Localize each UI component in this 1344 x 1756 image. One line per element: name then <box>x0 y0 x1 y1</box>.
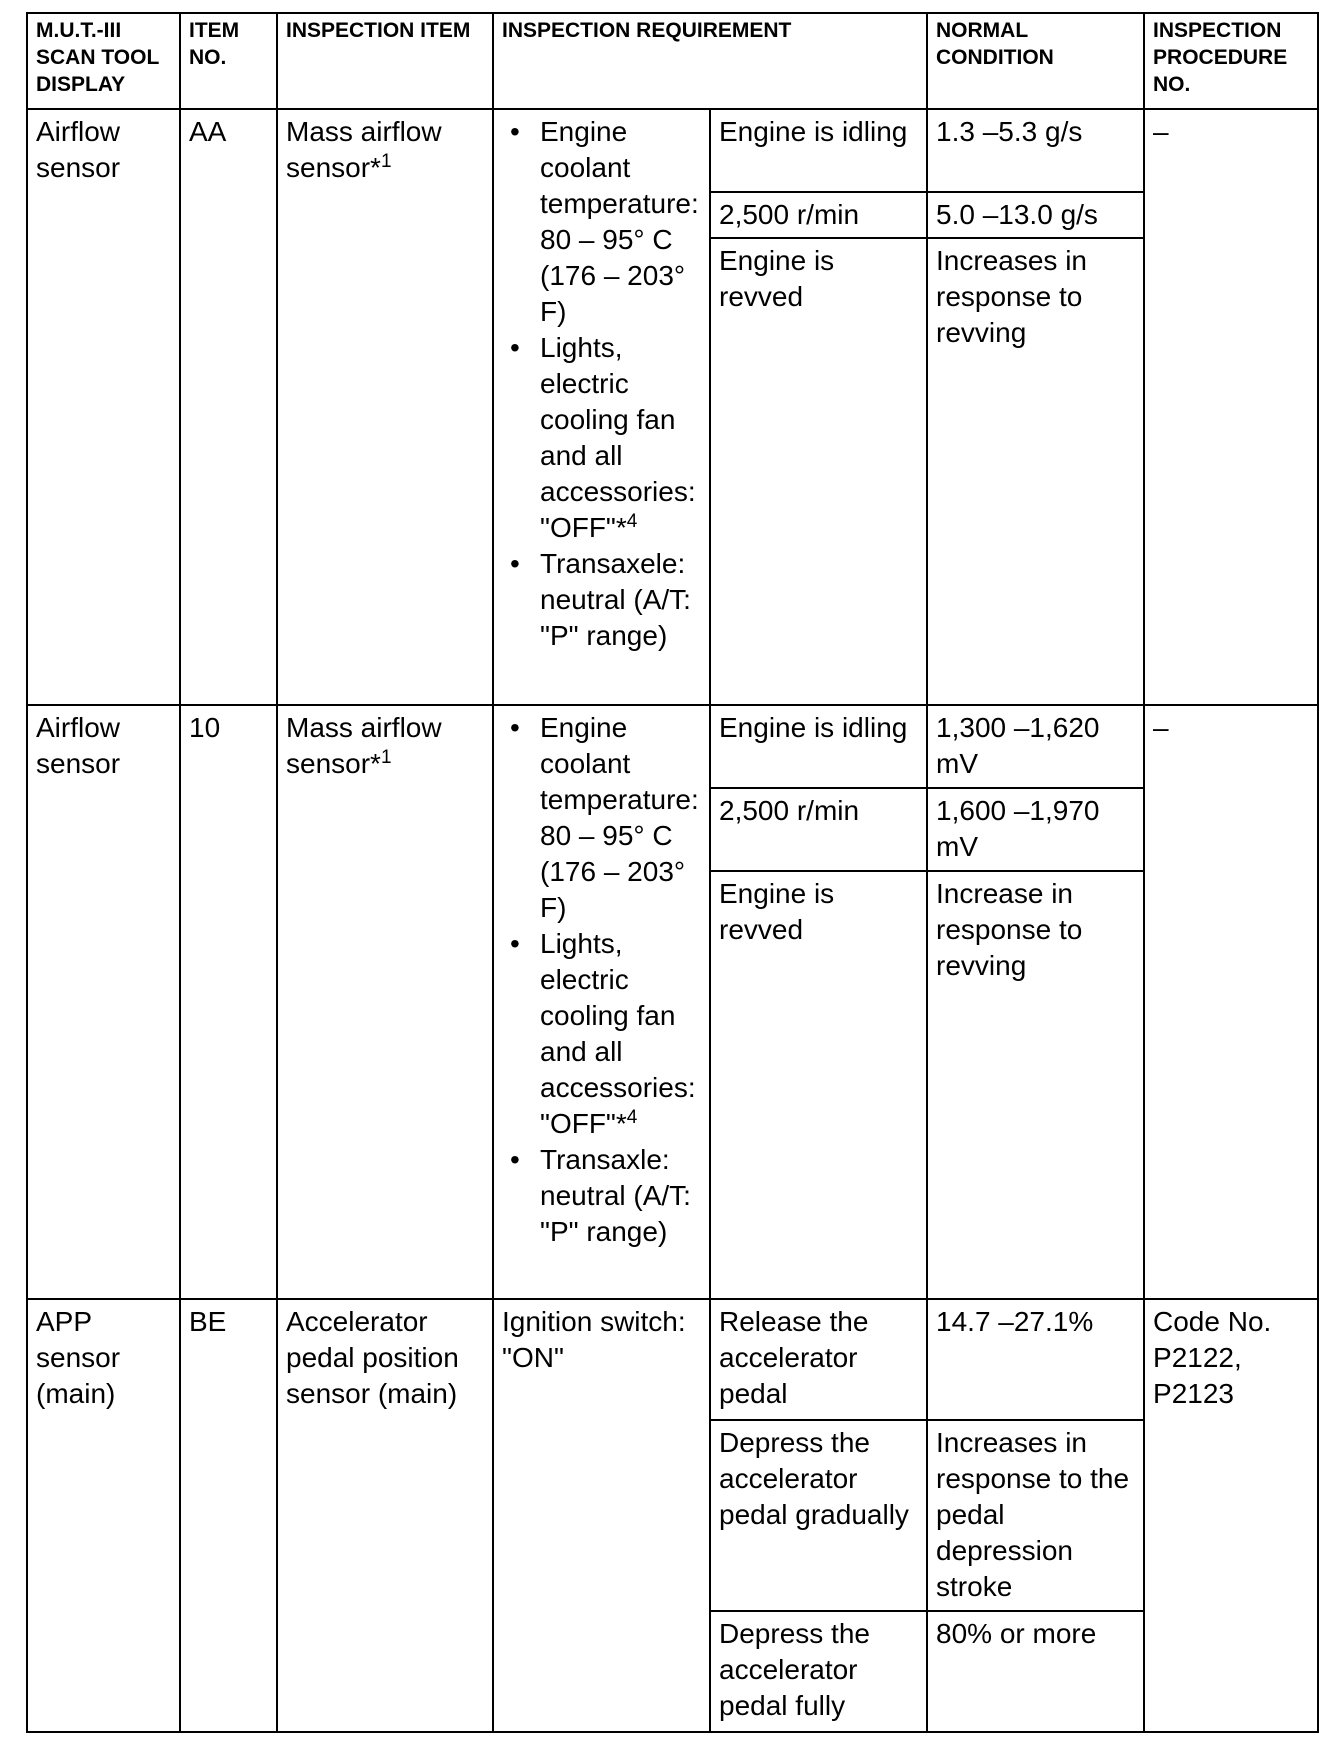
list-item: • Engine coolant temperature: 80 – 95° C (176 – 203° F) <box>540 710 701 926</box>
normal-condition-cell: 80% or more <box>927 1611 1144 1732</box>
list-item: • Transaxle: neutral (A/T: "P" range) <box>540 1142 701 1250</box>
footnote-ref: 1 <box>380 151 392 172</box>
inspection-item-text: Mass airflow sensor* <box>286 712 442 779</box>
inspection-item-cell <box>277 705 493 1299</box>
requirement-step-cell: Release the accelerator pedal <box>710 1299 927 1420</box>
normal-condition-cell: 1.3 –5.3 g/s <box>927 109 1144 192</box>
item-no-cell: 10 <box>180 705 277 1299</box>
list-item-text: Lights, electric cooling fan and all accessories: "OFF"* <box>540 332 696 543</box>
condition-list <box>502 710 701 1250</box>
procedure-cell: – <box>1144 705 1318 1299</box>
header-display: M.U.T.-III SCAN TOOL DISPLAY <box>27 13 180 109</box>
list-item: • Engine coolant temperature: 80 – 95° C (176 – 203° F) <box>540 114 701 330</box>
item-no-cell: AA <box>180 109 277 705</box>
procedure-cell: Code No. P2122, P2123 <box>1144 1299 1318 1732</box>
procedure-cell: – <box>1144 109 1318 705</box>
normal-condition-cell: 14.7 –27.1% <box>927 1299 1144 1420</box>
item-no-cell: BE <box>180 1299 277 1732</box>
header-row <box>27 13 1318 109</box>
requirement-conditions-cell <box>493 705 710 1299</box>
header-procedure-no: INSPECTION PROCEDURE NO. <box>1144 13 1318 109</box>
requirement-step-cell: Engine is idling <box>710 705 927 788</box>
inspection-item-cell: Accelerator pedal position sensor (main) <box>277 1299 493 1732</box>
footnote-ref: 1 <box>380 747 392 768</box>
display-cell: Airflow sensor <box>27 109 180 705</box>
table-row <box>27 1299 1318 1420</box>
requirement-step-cell: Depress the accelerator pedal gradually <box>710 1420 927 1611</box>
footnote-ref: 4 <box>626 1107 638 1128</box>
requirement-conditions-cell <box>493 109 710 705</box>
header-inspection-item: INSPECTION ITEM <box>277 13 493 109</box>
normal-condition-cell: 1,300 –1,620 mV <box>927 705 1144 788</box>
display-cell: APP sensor (main) <box>27 1299 180 1732</box>
normal-condition-cell: 5.0 –13.0 g/s <box>927 192 1144 238</box>
normal-condition-cell: Increases in response to revving <box>927 238 1144 705</box>
condition-list <box>502 114 701 654</box>
header-inspection-requirement: INSPECTION REQUIREMENT <box>493 13 927 109</box>
requirement-step-cell: Depress the accelerator pedal fully <box>710 1611 927 1732</box>
requirement-step-cell: Engine is revved <box>710 871 927 1299</box>
list-item: • Transaxele: neutral (A/T: "P" range) <box>540 546 701 654</box>
normal-condition-cell: 1,600 –1,970 mV <box>927 788 1144 871</box>
requirement-step-cell: Engine is idling <box>710 109 927 192</box>
normal-condition-cell: Increase in response to revving <box>927 871 1144 1299</box>
inspection-item-text: Mass airflow sensor* <box>286 116 442 183</box>
requirement-step-cell: Engine is revved <box>710 238 927 705</box>
display-cell: Airflow sensor <box>27 705 180 1299</box>
requirement-step-cell: 2,500 r/min <box>710 192 927 238</box>
header-item-no: ITEM NO. <box>180 13 277 109</box>
normal-condition-cell: Increases in response to the pedal depression stroke <box>927 1420 1144 1611</box>
list-item <box>540 926 701 1142</box>
footnote-ref: 4 <box>626 511 638 532</box>
requirement-step-cell: 2,500 r/min <box>710 788 927 871</box>
inspection-table <box>26 12 1319 1733</box>
table-row <box>27 109 1318 192</box>
inspection-item-cell <box>277 109 493 705</box>
header-normal-condition: NORMAL CONDITION <box>927 13 1144 109</box>
requirement-conditions-cell: Ignition switch: "ON" <box>493 1299 710 1732</box>
list-item-text: Lights, electric cooling fan and all accessories: "OFF"* <box>540 928 696 1139</box>
list-item <box>540 330 701 546</box>
table-row <box>27 705 1318 788</box>
